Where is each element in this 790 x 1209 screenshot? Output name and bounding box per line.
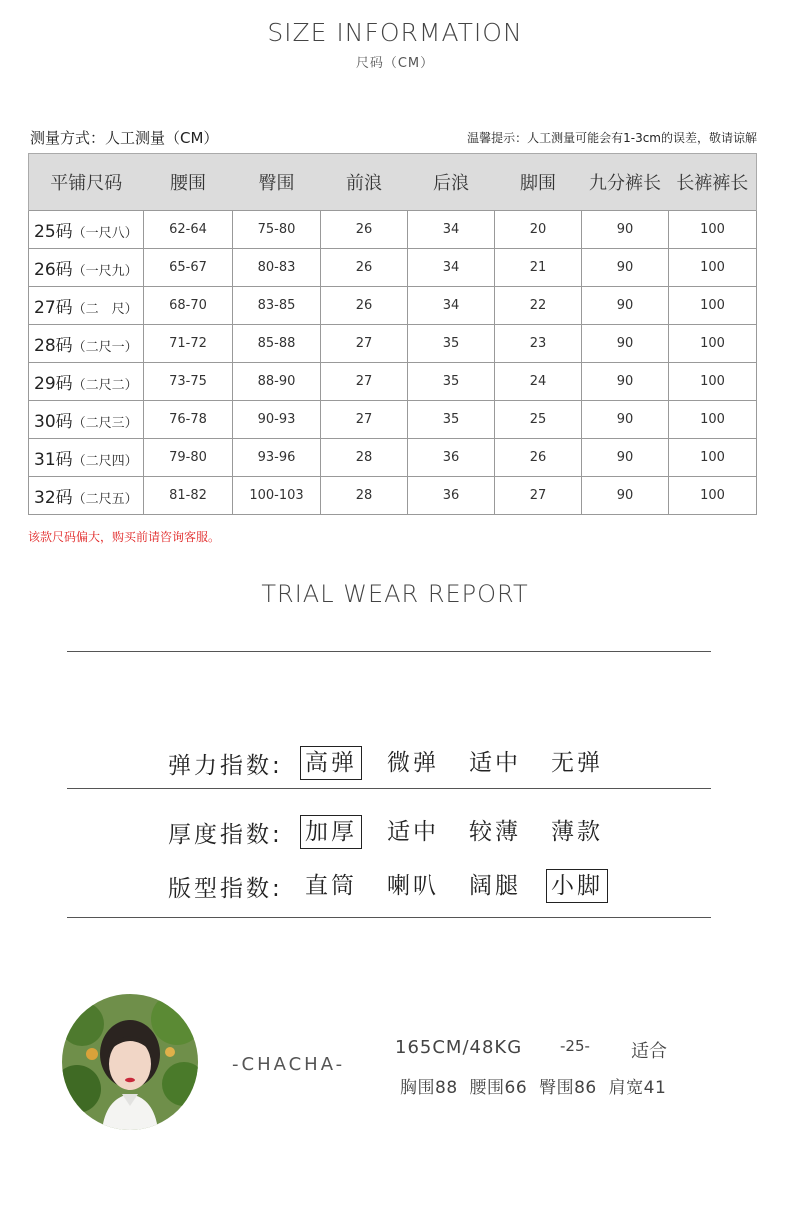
index-option: 直筒 — [305, 873, 357, 899]
index-option: 阔腿 — [469, 873, 521, 899]
model-photo — [62, 994, 198, 1130]
table-cell: 27 — [321, 401, 408, 439]
table-cell: 20 — [495, 211, 582, 249]
table-row — [29, 401, 757, 439]
table-cell: 90 — [582, 401, 669, 439]
table-cell: 90-93 — [233, 401, 321, 439]
table-cell: 100 — [669, 325, 757, 363]
table-cell: 100 — [669, 249, 757, 287]
table-cell: 26 — [321, 249, 408, 287]
size-chinese: （一尺九） — [72, 264, 138, 279]
size-chinese: （二 尺） — [72, 302, 138, 317]
index-label: 厚度指数: — [168, 821, 283, 848]
index-option: 适中 — [469, 750, 521, 776]
table-cell: 35 — [408, 325, 495, 363]
table-cell: 25 — [495, 401, 582, 439]
column-header: 腰围 — [144, 154, 233, 211]
model-avatar — [62, 994, 198, 1130]
size-cell — [29, 439, 144, 477]
table-row — [29, 325, 757, 363]
size-code: 28码 — [34, 336, 73, 356]
table-cell: 79-80 — [144, 439, 233, 477]
column-header: 长裤裤长 — [669, 154, 757, 211]
size-cell — [29, 477, 144, 515]
size-cell — [29, 211, 144, 249]
table-cell: 34 — [408, 211, 495, 249]
index-option: 较薄 — [469, 819, 521, 845]
size-cell — [29, 401, 144, 439]
table-cell: 26 — [495, 439, 582, 477]
table-cell: 34 — [408, 287, 495, 325]
table-row — [29, 363, 757, 401]
table-cell: 26 — [321, 211, 408, 249]
divider — [67, 651, 711, 652]
size-code: 29码 — [34, 374, 73, 394]
table-cell: 90 — [582, 211, 669, 249]
table-cell: 100 — [669, 439, 757, 477]
table-cell: 24 — [495, 363, 582, 401]
table-row — [29, 211, 757, 249]
table-row — [29, 477, 757, 515]
index-label: 弹力指数: — [168, 752, 283, 779]
table-cell: 100 — [669, 211, 757, 249]
table-row — [29, 439, 757, 477]
measure-method: 测量方式：人工测量（CM） — [30, 129, 219, 147]
table-cell: 90 — [582, 477, 669, 515]
page-subtitle: 尺码（CM） — [355, 56, 435, 71]
table-cell: 90 — [582, 439, 669, 477]
model-measurement: 臀围86 — [539, 1078, 597, 1098]
index-option: 小脚 — [546, 869, 608, 903]
size-code: 31码 — [34, 450, 73, 470]
column-header: 后浪 — [408, 154, 495, 211]
table-cell: 62-64 — [144, 211, 233, 249]
column-header: 九分裤长 — [582, 154, 669, 211]
size-code: 25码 — [34, 222, 73, 242]
table-cell: 36 — [408, 477, 495, 515]
index-option: 喇叭 — [387, 873, 439, 899]
table-cell: 34 — [408, 249, 495, 287]
index-option: 无弹 — [551, 750, 603, 776]
index-row-thickness — [168, 814, 628, 850]
column-header: 前浪 — [321, 154, 408, 211]
measure-tip: 温馨提示：人工测量可能会有1-3cm的误差，敬请谅解 — [467, 131, 757, 145]
index-row-fit — [168, 868, 628, 904]
divider — [67, 917, 711, 918]
table-cell: 35 — [408, 363, 495, 401]
table-cell: 100 — [669, 363, 757, 401]
table-cell: 27 — [495, 477, 582, 515]
model-measurement: 胸围88 — [400, 1078, 458, 1098]
table-cell: 100 — [669, 287, 757, 325]
table-cell: 71-72 — [144, 325, 233, 363]
table-row — [29, 287, 757, 325]
table-cell: 90 — [582, 249, 669, 287]
model-measurement: 肩宽41 — [608, 1078, 667, 1098]
size-code: 32码 — [34, 488, 73, 508]
size-cell — [29, 287, 144, 325]
model-size: -25- — [560, 1037, 590, 1055]
size-chinese: （二尺三） — [72, 416, 138, 431]
table-cell: 81-82 — [144, 477, 233, 515]
model-measurements — [400, 1073, 672, 1098]
divider — [67, 788, 711, 789]
column-header: 臀围 — [233, 154, 321, 211]
table-row — [29, 249, 757, 287]
index-option: 高弹 — [300, 746, 362, 780]
table-cell: 26 — [321, 287, 408, 325]
table-cell: 75-80 — [233, 211, 321, 249]
page-title: SIZE INFORMATION — [267, 18, 523, 47]
size-cell — [29, 363, 144, 401]
table-cell: 36 — [408, 439, 495, 477]
table-cell: 90 — [582, 325, 669, 363]
size-code: 26码 — [34, 260, 73, 280]
table-cell: 23 — [495, 325, 582, 363]
model-measurement: 腰围66 — [469, 1078, 528, 1098]
size-chinese: （一尺八） — [72, 226, 138, 241]
size-cell — [29, 249, 144, 287]
model-fit: 适合 — [631, 1041, 667, 1062]
table-cell: 27 — [321, 325, 408, 363]
size-chinese: （二尺五） — [72, 492, 138, 507]
size-chinese: （二尺四） — [72, 454, 138, 469]
table-cell: 28 — [321, 439, 408, 477]
table-cell: 76-78 — [144, 401, 233, 439]
table-cell: 85-88 — [233, 325, 321, 363]
size-note: 该款尺码偏大，购买前请咨询客服。 — [28, 530, 221, 544]
size-code: 30码 — [34, 412, 73, 432]
index-option: 加厚 — [300, 815, 362, 849]
table-cell: 35 — [408, 401, 495, 439]
size-cell — [29, 325, 144, 363]
table-cell: 100 — [669, 477, 757, 515]
model-height-weight: 165CM/48KG — [395, 1037, 523, 1058]
report-title: TRIAL WEAR REPORT — [261, 580, 529, 608]
column-header: 脚围 — [495, 154, 582, 211]
column-header: 平铺尺码 — [29, 154, 144, 211]
table-cell: 65-67 — [144, 249, 233, 287]
table-header-row — [29, 154, 757, 211]
table-cell: 88-90 — [233, 363, 321, 401]
table-cell: 68-70 — [144, 287, 233, 325]
table-cell: 100-103 — [233, 477, 321, 515]
table-cell: 21 — [495, 249, 582, 287]
table-cell: 73-75 — [144, 363, 233, 401]
index-option: 薄款 — [551, 819, 603, 845]
table-cell: 22 — [495, 287, 582, 325]
size-chinese: （二尺一） — [72, 340, 138, 355]
size-chinese: （二尺二） — [72, 378, 138, 393]
table-cell: 27 — [321, 363, 408, 401]
index-option: 适中 — [387, 819, 439, 845]
table-cell: 90 — [582, 287, 669, 325]
table-cell: 83-85 — [233, 287, 321, 325]
table-cell: 28 — [321, 477, 408, 515]
index-row-elasticity — [168, 745, 628, 781]
size-table — [28, 153, 757, 515]
index-label: 版型指数: — [168, 875, 283, 902]
index-option: 微弹 — [387, 750, 439, 776]
model-name: -CHACHA- — [232, 1054, 346, 1075]
table-cell: 80-83 — [233, 249, 321, 287]
size-code: 27码 — [34, 298, 73, 318]
table-cell: 90 — [582, 363, 669, 401]
table-cell: 93-96 — [233, 439, 321, 477]
table-cell: 100 — [669, 401, 757, 439]
size-table-body — [29, 211, 757, 515]
